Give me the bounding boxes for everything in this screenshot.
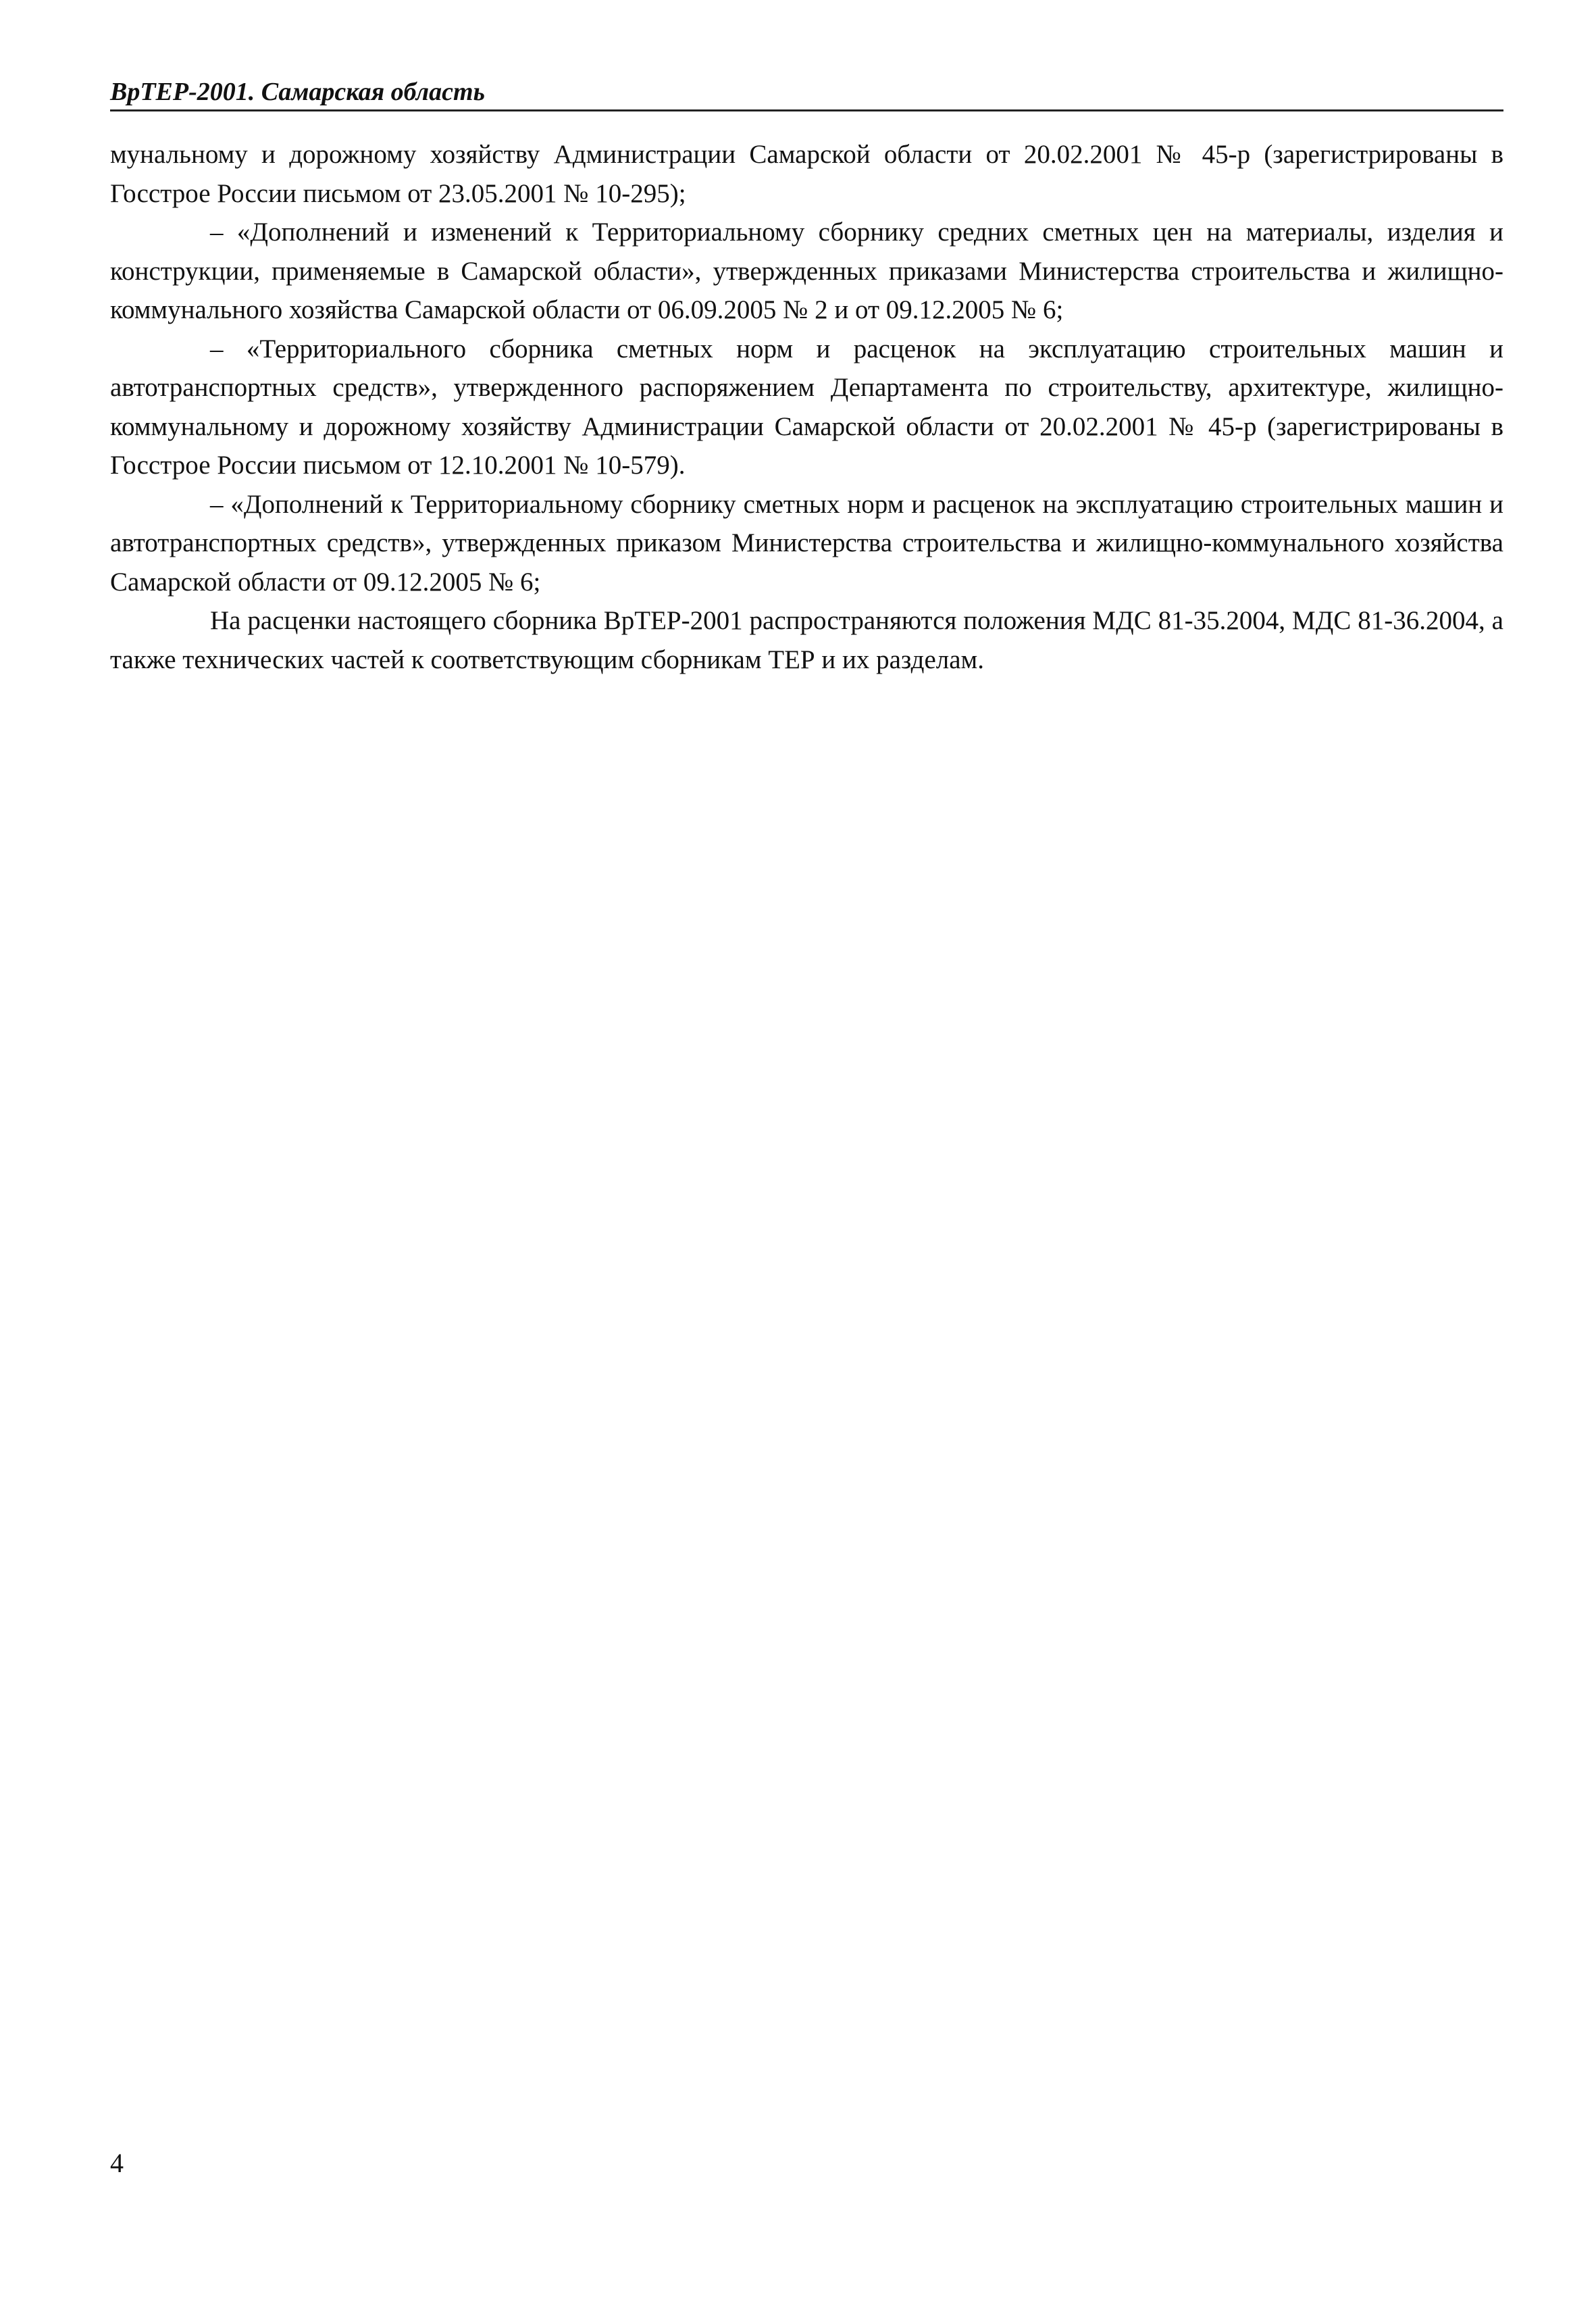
running-header <box>110 73 1503 115</box>
paragraph-machines-collection: – «Территориального сборника сметных норм и расценок на эксплуатацию строительных машин и автотранспортных средств», утвержденного распоряжением Департамента по строительству, архитектуре, жилищно-коммунальному и дорожному хозяйству Администрации Самарской области от 20.02.2001 № 45-р (зарегистрированы в Госстрое России письмом от 12.10.2001 № 10-579). <box>110 334 1503 480</box>
paragraph-materials-supplement: – «Дополнений и изменений к Территориальному сборнику средних сметных цен на материалы, изделия и конструкции, применяемые в Самарской области», утвержденных приказами Министерства строительства и жилищно-коммунального хозяйства Самарской области от 06.09.2005 № 2 и от 09.12.2005 № 6; <box>110 218 1503 324</box>
page-number: 4 <box>110 2148 124 2178</box>
header-rule <box>110 109 1503 111</box>
paragraph-continuation: мунальному и дорожному хозяйству Администрации Самарской области от 20.02.2001 № 45-р (зарегистрированы в Госстрое России письмом от 23.05.2001 № 10-295); <box>110 140 1503 208</box>
paragraph-machines-supplement: – «Дополнений к Территориальному сборнику сметных норм и расценок на эксплуатацию строительных машин и автотранспортных средств», утвержденных приказом Министерства строительства и жилищно-коммунального хозяйства Самарской области от 09.12.2005 № 6; <box>110 489 1503 597</box>
paragraph-mds-provisions: На расценки настоящего сборника ВрТЕР-2001 распространяются положения МДС 81-35.2004, МДС 81-36.2004, а также технических частей к соответствующим сборникам ТЕР и их разделам. <box>110 606 1503 674</box>
body-text <box>110 135 1503 679</box>
header-title: ВрТЕР-2001. Самарская область <box>110 78 485 106</box>
